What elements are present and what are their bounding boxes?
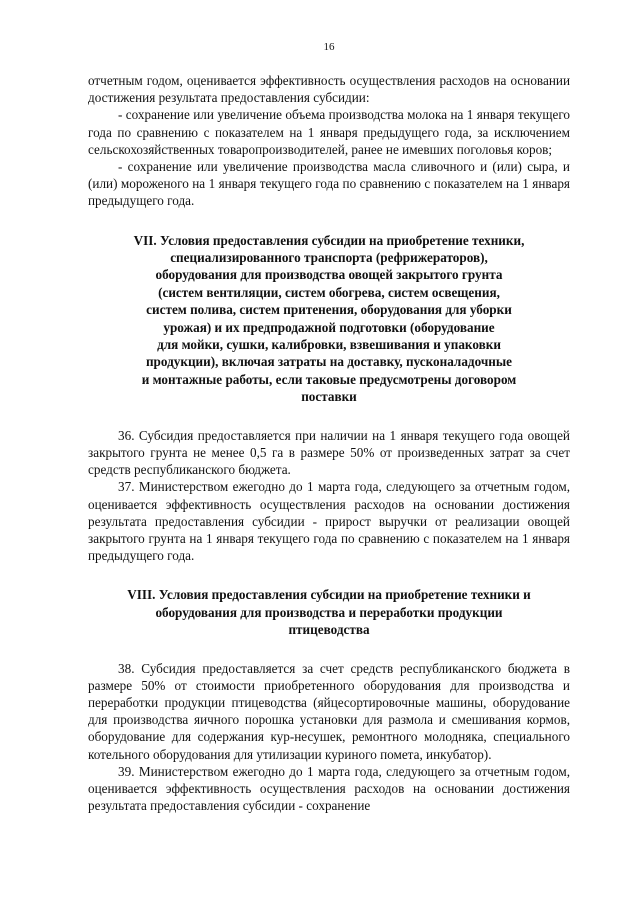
intro-bullet-butter: - сохранение или увеличение производства масла сливочного и (или) сыра, и (или) мороженого на 1 января текущего года по сравнению с показателем на 1 января предыдущего года. <box>88 159 570 209</box>
section-7-heading-line: VII. Условия предоставления субсидии на приобретение техники, <box>133 232 525 248</box>
section-7-heading-line: (систем вентиляции, систем обогрева, систем освещения, <box>158 284 500 300</box>
section-7-heading-line: поставки <box>301 389 357 405</box>
section-7-heading-line: специализированного транспорта (рефрижераторов), <box>170 250 488 266</box>
section-7-heading-line: урожая) и их предпродажной подготовки (оборудование <box>163 319 495 335</box>
section-7-heading-line: систем полива, систем притенения, оборудования для уборки <box>146 302 512 318</box>
intro-paragraph: отчетным годом, оценивается эффективность осуществления расходов на основании достижения результата предоставления субсидии: <box>88 73 570 106</box>
section-7-heading-line: и монтажные работы, если таковые предусмотрены договором <box>141 371 517 387</box>
page-number: 16 <box>323 41 335 53</box>
paragraph-38: 38. Субсидия предоставляется за счет средств республиканского бюджета в размере 50% от стоимости приобретенного оборудования для производства и переработки продукции птицеводства (яйцесортировочные машины, оборудование для производства яичного порошка установки для размола и смешивания кормов, оборудование для содержания кур-несушек, ремонтного молодняка, специального котельного оборудования для утилизации куриного помета, инкубатор). <box>88 660 570 762</box>
section-8-heading-line: VIII. Условия предоставления субсидии на приобретение техники и <box>127 587 531 603</box>
paragraph-36: 36. Субсидия предоставляется при наличии на 1 января текущего года овощей закрытого грунта не менее 0,5 га в размере 50% от произведенных затрат за счет средств республиканского бюджета. <box>88 427 570 478</box>
paragraph-39: 39. Министерством ежегодно до 1 марта года, следующего за отчетным годом, оценивается эффективность осуществления расходов на основании достижения результата предоставления субсидии - сохранение <box>88 763 570 814</box>
section-7-heading-line: продукции), включая затраты на доставку, пусконаладочные <box>145 354 513 370</box>
section-7-heading <box>88 232 570 406</box>
section-7-heading-line: для мойки, сушки, калибровки, взвешивания и упаковки <box>157 337 501 353</box>
section-8-heading <box>88 586 570 638</box>
section-7-heading-line: оборудования для производства овощей закрытого грунта <box>155 267 503 283</box>
section-8-heading-line: оборудования для производства и переработки продукции <box>155 604 503 620</box>
section-8-heading-line: птицеводства <box>288 622 370 638</box>
intro-bullet-milk: - сохранение или увеличение объема производства молока на 1 января текущего года по сравнению с показателем на 1 января предыдущего года, за исключением сельскохозяйственных товаропроизводителей, ранее не имевших поголовья коров; <box>88 107 570 157</box>
paragraph-37: 37. Министерством ежегодно до 1 марта года, следующего за отчетным годом, оценивается эффективность осуществления расходов на основании достижения результата предоставления субсидии - прирост выручки от реализации овощей закрытого грунта на 1 января текущего года по сравнению с показателем на 1 января предыдущего года. <box>88 479 570 564</box>
